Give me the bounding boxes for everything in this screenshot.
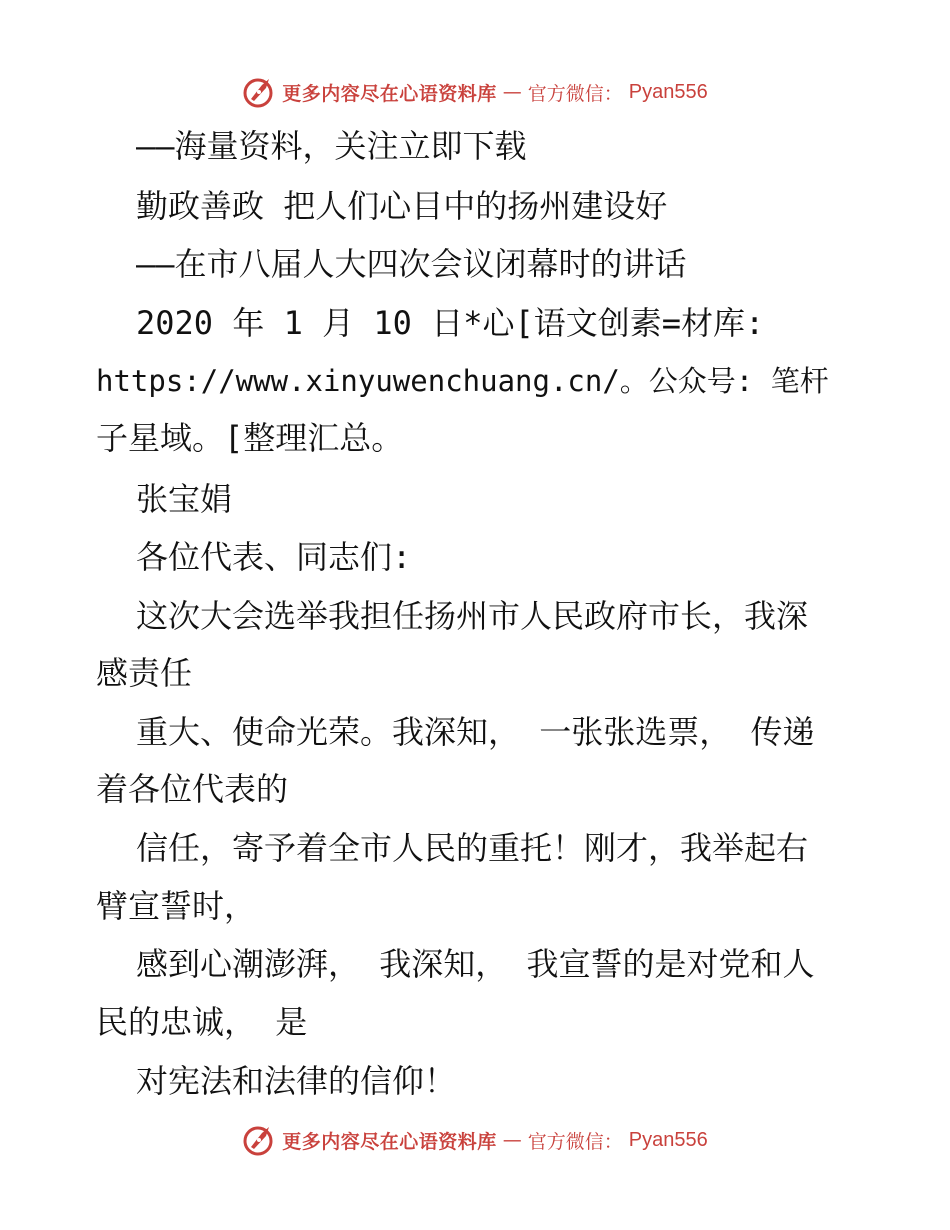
doc-line: 这次大会选举我担任扬州市人民政府市长，我深 — [136, 597, 809, 635]
watermark-wechat-id: Pyan556 — [628, 80, 708, 103]
watermark-text: 更多内容尽在心语资料库 — [282, 1130, 497, 1153]
doc-line: 感到心潮澎湃， 我深知， 我宣誓的是对党和人 — [136, 945, 815, 983]
doc-line: 对宪法和法律的信仰！ — [136, 1062, 457, 1100]
watermark-text: 更多内容尽在心语资料库 — [282, 82, 497, 105]
doc-line: 感责任 — [96, 654, 193, 692]
doc-line: https://www.xinyuwenchuang.cn/。公众号: 笔杆 — [96, 364, 829, 398]
doc-line: 臂宣誓时， — [96, 887, 257, 925]
doc-date-line: 2020 年 1 月 10 日*心[语文创素=材库: — [136, 304, 765, 342]
doc-line: 着各位代表的 — [96, 770, 289, 808]
watermark-dash: — — [502, 81, 522, 103]
header-watermark — [0, 70, 950, 114]
pen-nib-circle-icon — [242, 75, 276, 109]
doc-author: 张宝娟 — [136, 480, 233, 518]
doc-line: 信任，寄予着全市人民的重托！刚才，我举起右 — [136, 829, 809, 867]
watermark-dash: — — [502, 1129, 522, 1151]
pen-nib-circle-icon — [242, 1123, 276, 1157]
doc-subtitle: ——在市八届人大四次会议闭幕时的讲话 — [136, 245, 687, 283]
doc-line: 子星域。[整理汇总。 — [96, 419, 404, 457]
doc-line: ——海量资料，关注立即下载 — [136, 127, 527, 165]
footer-watermark — [0, 1118, 950, 1162]
watermark-wechat-label: 官方微信： — [527, 82, 623, 105]
doc-salutation: 各位代表、同志们: — [136, 538, 412, 576]
doc-line: 重大、使命光荣。我深知， 一张张选票， 传递 — [136, 713, 815, 751]
watermark-wechat-id: Pyan556 — [628, 1128, 708, 1151]
watermark-wechat-label: 官方微信： — [527, 1130, 623, 1153]
doc-title: 勤政善政 把人们心目中的扬州建设好 — [136, 187, 668, 225]
doc-line: 民的忠诚， 是 — [96, 1003, 308, 1041]
